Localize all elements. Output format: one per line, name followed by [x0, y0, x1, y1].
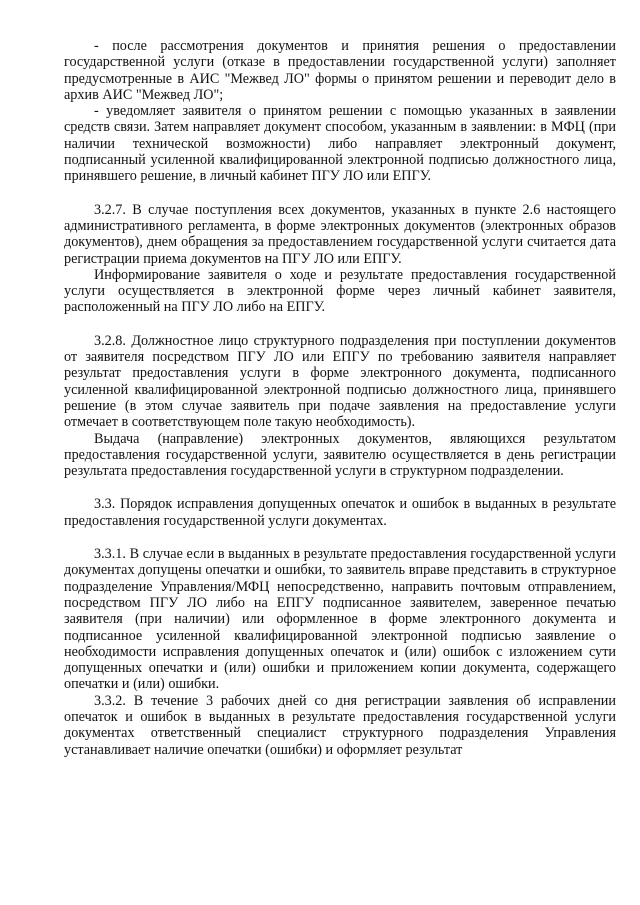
paragraph-notify-applicant: - уведомляет заявителя о принятом решении с помощью указанных в заявлении средств связи. Затем направляет документ способом, указанным в заявлении: в МФЦ (при наличии технической возможности) либо направляет электронный документ, подписанный усиленной квалифицированной электронной подписью должностного лица, принявшего решение, в личный кабинет ПГУ ЛО или ЕПГУ. [64, 103, 616, 185]
paragraph-issuance: Выдача (направление) электронных документов, являющихся результатом предоставления государственной услуги, заявителю осуществляется в день регистрации результата предоставления государственной услуги в структурном подразделении. [64, 430, 616, 480]
paragraph-archive-step: - после рассмотрения документов и принятия решения о предоставлении государственной услуги (отказе в предоставлении государственной услуги) заполняет предусмотренные в АИС "Межвед ЛО" формы о принятом решении и переводит дело в архив АИС "Межвед ЛО"; [64, 38, 616, 103]
section-heading-3-3: 3.3. Порядок исправления допущенных опечаток и ошибок в выданных в результате предоставления государственной услуги документах. [64, 496, 616, 529]
paragraph-informing: Информирование заявителя о ходе и результате предоставления государственной услуги осуществляется в электронной форме через личный кабинет заявителя, расположенный на ПГУ ЛО либо на ЕПГУ. [64, 266, 616, 316]
paragraph-3-2-8: 3.2.8. Должностное лицо структурного подразделения при поступлении документов от заявителя посредством ПГУ ЛО или ЕПГУ по требованию заявителя направляет результат предоставления услуги в форме электронного документа, подписанного усиленной квалифицированной электронной подписью должностного лица, принявшего решение (в этом случае заявитель при подаче заявления на предоставление услуги отмечает в соответствующем поле такую необходимость). [64, 332, 616, 431]
paragraph-spacer [64, 316, 616, 333]
paragraph-3-3-1: 3.3.1. В случае если в выданных в результате предоставления государственной услуги документах допущены опечатки и ошибки, то заявитель вправе представить в структурное подразделение Управления/МФЦ непосредственно, направить почтовым отправлением, посредством ПГУ ЛО либо на ЕПГУ подписанное заявителем, заверенное печатью заявителя (при наличии) или оформленное в форме электронного документа и подписанное усиленной квалифицированной электронной подписью заявление о необходимости исправления допущенных опечаток и (или) ошибок с изложением сути допущенных опечатки и (или) ошибки и приложением копии документа, содержащего опечатки и (или) ошибки. [64, 546, 616, 693]
document-page [64, 38, 616, 758]
paragraph-spacer [64, 479, 616, 496]
paragraph-spacer [64, 529, 616, 546]
paragraph-3-2-7: 3.2.7. В случае поступления всех документов, указанных в пункте 2.6 настоящего административного регламента, в форме электронных документов (электронных образов документов), днем обращения за предоставлением государственной услуги считается дата регистрации приема документов на ПГУ ЛО или ЕПГУ. [64, 201, 616, 267]
paragraph-3-3-2: 3.3.2. В течение 3 рабочих дней со дня регистрации заявления об исправлении опечаток и ошибок в выданных в результате предоставления государственной услуги документах ответственный специалист структурного подразделения Управления устанавливает наличие опечатки (ошибки) и оформляет результат [64, 692, 616, 758]
paragraph-spacer [64, 185, 616, 202]
